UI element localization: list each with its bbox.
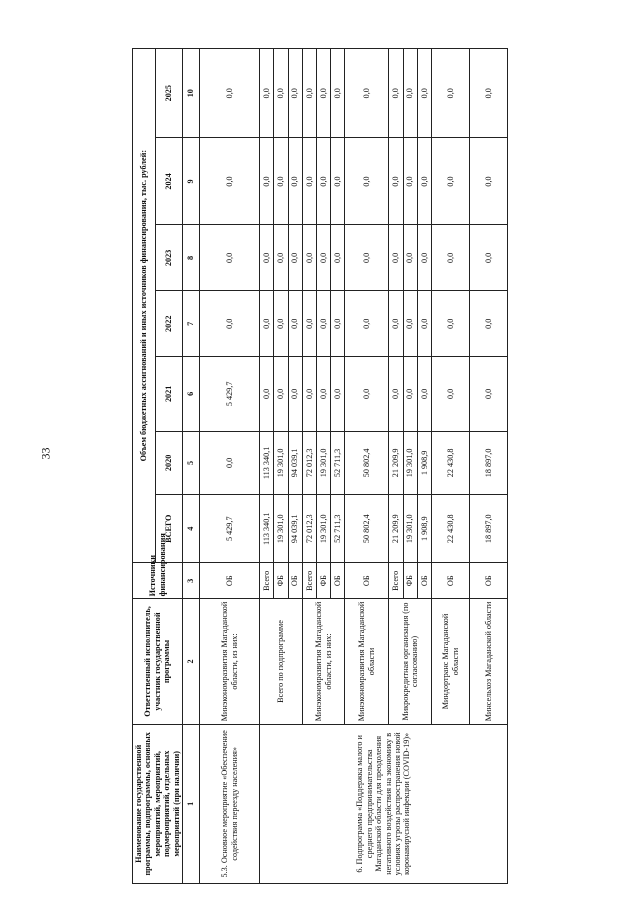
rotated-table-wrapper (132, 48, 508, 884)
header-funding-title: Объем бюджетных ассигнований и иных источников финансирования, тыс. рублей: (133, 49, 156, 563)
funding-source: ФБ (274, 563, 288, 599)
value-2020: 22 430,8 (432, 431, 470, 495)
value-2022: 0,0 (417, 291, 431, 357)
table-row (260, 49, 274, 884)
value-2021: 0,0 (470, 357, 508, 431)
value-2024: 0,0 (389, 138, 403, 225)
value-2021: 0,0 (331, 357, 345, 431)
value-2023: 0,0 (432, 225, 470, 291)
funding-source: ОБ (200, 563, 260, 599)
funding-source: ФБ (403, 563, 417, 599)
value-total: 19 301,0 (316, 495, 330, 563)
value-total: 52 711,3 (331, 495, 345, 563)
value-2024: 0,0 (288, 138, 302, 225)
executor: Минэкономразвития Магаданской области, из них: (200, 599, 260, 724)
measure-name: 5.3. Основное мероприятие «Обеспечение содействия переезду населения» (200, 724, 260, 883)
value-2021: 0,0 (302, 357, 316, 431)
value-2023: 0,0 (403, 225, 417, 291)
value-2025: 0,0 (417, 49, 431, 138)
table-row (200, 49, 260, 884)
value-2021: 0,0 (403, 357, 417, 431)
value-2024: 0,0 (331, 138, 345, 225)
value-2020: 50 802,4 (345, 431, 389, 495)
funding-source: ОБ (288, 563, 302, 599)
value-2022: 0,0 (316, 291, 330, 357)
header-year-2025: 2025 (155, 49, 183, 138)
value-2020: 21 209,9 (389, 431, 403, 495)
funding-source: ОБ (417, 563, 431, 599)
value-2020: 52 711,3 (331, 431, 345, 495)
value-2025: 0,0 (470, 49, 508, 138)
value-2025: 0,0 (302, 49, 316, 138)
col-number: 4 (183, 495, 200, 563)
value-total: 5 429,7 (200, 495, 260, 563)
value-2024: 0,0 (403, 138, 417, 225)
value-total: 22 430,8 (432, 495, 470, 563)
value-2020: 0,0 (200, 431, 260, 495)
value-2025: 0,0 (274, 49, 288, 138)
col-number: 6 (183, 357, 200, 431)
funding-source: ОБ (470, 563, 508, 599)
value-2022: 0,0 (260, 291, 274, 357)
value-2023: 0,0 (288, 225, 302, 291)
header-year-total: ВСЕГО (155, 495, 183, 563)
value-2024: 0,0 (260, 138, 274, 225)
header-row-1 (133, 49, 156, 884)
value-2022: 0,0 (470, 291, 508, 357)
executor: Минэкономразвития Магаданской области (345, 599, 389, 724)
header-col-name: Наименование государственной программы, подпрограммы, основных мероприятий, мероприятий, подмероприятий, отдельных мероприятий (при наличии) (133, 724, 183, 883)
value-2024: 0,0 (274, 138, 288, 225)
value-2021: 0,0 (432, 357, 470, 431)
header-year-2024: 2024 (155, 138, 183, 225)
value-2023: 0,0 (389, 225, 403, 291)
value-total: 19 301,0 (403, 495, 417, 563)
header-col-source: Источники финансирования (133, 563, 183, 599)
executor: Всего по подпрограмме (260, 599, 303, 724)
funding-source: Всего (260, 563, 274, 599)
value-2022: 0,0 (389, 291, 403, 357)
col-number: 9 (183, 138, 200, 225)
value-2024: 0,0 (200, 138, 260, 225)
value-2024: 0,0 (432, 138, 470, 225)
value-2025: 0,0 (403, 49, 417, 138)
subprogram-name: 6. Подпрограмма «Поддержка малого и среднего предпринимательства Магаданской области для преодоления негативного воздействия на экономику в условиях угрозы распространения новой коронавирусной инфекции (COVID-19)» (260, 724, 508, 883)
funding-source: ФБ (316, 563, 330, 599)
value-2021: 0,0 (260, 357, 274, 431)
value-2022: 0,0 (288, 291, 302, 357)
value-total: 113 340,1 (260, 495, 274, 563)
value-2024: 0,0 (417, 138, 431, 225)
col-number: 5 (183, 431, 200, 495)
value-2025: 0,0 (331, 49, 345, 138)
col-number: 7 (183, 291, 200, 357)
value-2022: 0,0 (331, 291, 345, 357)
value-2025: 0,0 (389, 49, 403, 138)
page-number: 33 (38, 447, 53, 460)
value-2022: 0,0 (432, 291, 470, 357)
value-2024: 0,0 (470, 138, 508, 225)
header-col-executor: Ответственный исполнитель, участник государственной программы (133, 599, 183, 724)
value-2025: 0,0 (432, 49, 470, 138)
value-2023: 0,0 (417, 225, 431, 291)
value-2024: 0,0 (302, 138, 316, 225)
col-number: 10 (183, 49, 200, 138)
column-numbers-row (183, 49, 200, 884)
col-number: 3 (183, 563, 200, 599)
value-total: 50 802,4 (345, 495, 389, 563)
value-2020: 19 301,0 (274, 431, 288, 495)
value-2022: 0,0 (403, 291, 417, 357)
value-2025: 0,0 (316, 49, 330, 138)
funding-source: Всего (302, 563, 316, 599)
value-2025: 0,0 (200, 49, 260, 138)
value-2023: 0,0 (260, 225, 274, 291)
value-2020: 19 301,0 (316, 431, 330, 495)
value-2025: 0,0 (260, 49, 274, 138)
value-2020: 1 908,9 (417, 431, 431, 495)
value-2022: 0,0 (274, 291, 288, 357)
header-year-2023: 2023 (155, 225, 183, 291)
value-2021: 0,0 (417, 357, 431, 431)
col-number: 2 (183, 599, 200, 724)
value-total: 94 039,1 (288, 495, 302, 563)
header-year-2020: 2020 (155, 431, 183, 495)
value-2020: 18 897,0 (470, 431, 508, 495)
value-2025: 0,0 (288, 49, 302, 138)
value-total: 1 908,9 (417, 495, 431, 563)
value-2025: 0,0 (345, 49, 389, 138)
value-2021: 0,0 (389, 357, 403, 431)
value-2021: 0,0 (316, 357, 330, 431)
col-number: 8 (183, 225, 200, 291)
value-2020: 94 039,1 (288, 431, 302, 495)
value-2021: 0,0 (274, 357, 288, 431)
value-2020: 72 012,3 (302, 431, 316, 495)
value-total: 19 301,0 (274, 495, 288, 563)
executor: Микрокредитная организация (по согласованию) (389, 599, 432, 724)
funding-source: Всего (389, 563, 403, 599)
value-2023: 0,0 (316, 225, 330, 291)
value-2021: 0,0 (288, 357, 302, 431)
executor: Миндортранс Магаданской области (432, 599, 470, 724)
value-2020: 19 301,0 (403, 431, 417, 495)
value-2023: 0,0 (331, 225, 345, 291)
executor: Минсельхоз Магаданской области (470, 599, 508, 724)
value-total: 21 209,9 (389, 495, 403, 563)
value-2021: 5 429,7 (200, 357, 260, 431)
value-2022: 0,0 (302, 291, 316, 357)
funding-source: ОБ (345, 563, 389, 599)
value-2022: 0,0 (200, 291, 260, 357)
value-total: 72 012,3 (302, 495, 316, 563)
header-year-2021: 2021 (155, 357, 183, 431)
value-2021: 0,0 (345, 357, 389, 431)
value-2024: 0,0 (316, 138, 330, 225)
value-2023: 0,0 (302, 225, 316, 291)
col-number: 1 (183, 724, 200, 883)
value-total: 18 897,0 (470, 495, 508, 563)
value-2024: 0,0 (345, 138, 389, 225)
header-year-2022: 2022 (155, 291, 183, 357)
value-2023: 0,0 (470, 225, 508, 291)
funding-source: ОБ (432, 563, 470, 599)
funding-source: ОБ (331, 563, 345, 599)
funding-table (132, 48, 508, 884)
value-2022: 0,0 (345, 291, 389, 357)
value-2023: 0,0 (345, 225, 389, 291)
executor: Минэкономразвития Магаданской области, из них: (302, 599, 345, 724)
value-2023: 0,0 (200, 225, 260, 291)
value-2023: 0,0 (274, 225, 288, 291)
value-2020: 113 340,1 (260, 431, 274, 495)
